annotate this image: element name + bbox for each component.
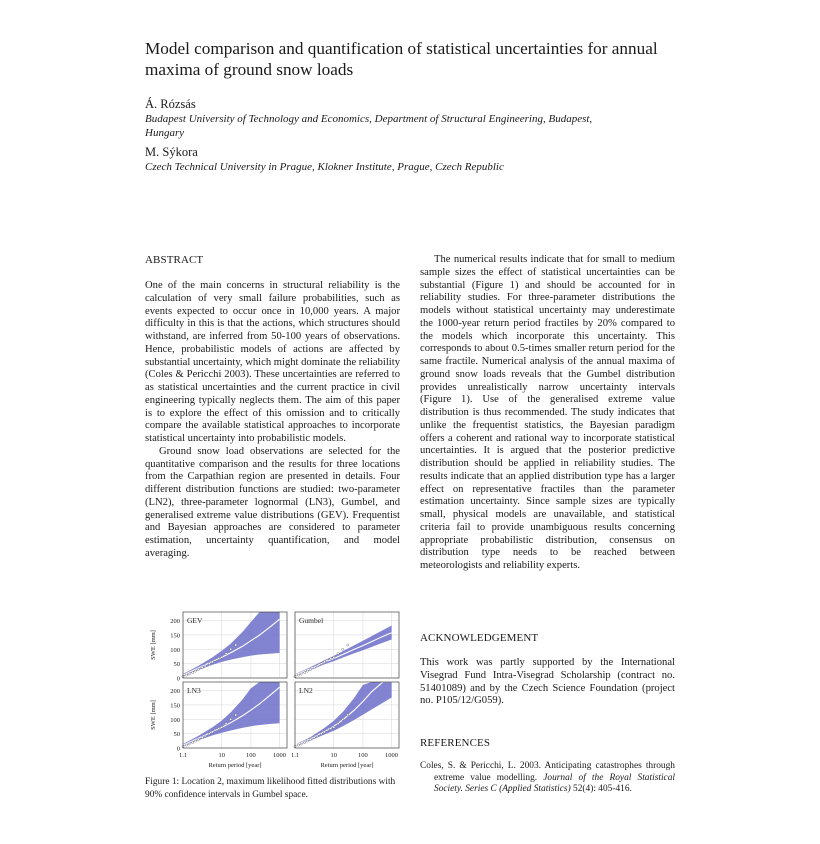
observation-point bbox=[304, 671, 306, 673]
y-tick-label: 50 bbox=[173, 731, 180, 739]
observation-point bbox=[316, 665, 318, 667]
observation-point bbox=[235, 644, 237, 646]
reference-journal: Journal of the Royal Statistical Society. Series C (Applied Statistics) bbox=[434, 772, 676, 794]
observation-point bbox=[188, 673, 190, 675]
author-2-name: M. Sýkora bbox=[145, 145, 198, 159]
figure-caption: Figure 1: Location 2, maximum likelihood fitted distributions with 90% confidence intervals in Gumbel space. bbox=[145, 777, 396, 800]
observation-point bbox=[192, 671, 194, 673]
observation-point bbox=[225, 723, 227, 725]
observation-point bbox=[333, 656, 335, 658]
y-tick-label: 100 bbox=[170, 716, 180, 724]
y-tick-label: 0 bbox=[176, 675, 180, 683]
observation-point bbox=[211, 731, 213, 733]
panel-label-Gumbel: Gumbel bbox=[299, 616, 324, 625]
reference-authors: Coles, S. & Pericchi, L. 2003. Anticipating catastrophes through extreme value modelling. bbox=[420, 761, 675, 783]
abstract-paragraph-3: The numerical results indicate that for small to medium sample sizes the effect of statistical uncertainties can be substantial (Figure 1) and should be accounted for in reliability studies. For three-parameter distributions the models without statistical uncertainty may underestimate the 1000-year return period fractiles by 20% compared to the models which incorporate this uncertainty. This corresponds to about 0.5-times smaller return period for the same fractile. Numerical analysis of the annual maxima of ground snow loads reveals that the Gumbel distribution provides unrealistically narrow uncertainty intervals (Figure 1). Use of the generalised extreme value distribution is thus recommended. The study indicates that unlike the frequentist statistics, the Bayesian paradigm offers a coherent and rational way to incorporate statistical uncertainties. It is argued that the posterior predictive distribution should be applied in reliability studies. The results indicate that an applied distribution type has a larger effect on representative fractiles than the parameter estimation uncertainty. Since sample sizes are typically small, physical models are unavailable, and statistical criteria fail to provide unambiguous results concerning appropriate probabilistic distribution, consensus on distribution type needs to be reached between meteorologists and reliability experts. bbox=[420, 254, 675, 571]
observation-point bbox=[186, 674, 188, 676]
x-tick-label: 10 bbox=[218, 752, 226, 759]
y-tick-label: 150 bbox=[170, 702, 180, 710]
observation-point bbox=[201, 737, 203, 739]
y-tick-label: 0 bbox=[176, 745, 180, 753]
observation-point bbox=[218, 727, 220, 729]
observation-point bbox=[342, 718, 344, 720]
observation-point bbox=[298, 674, 300, 676]
observation-point bbox=[188, 743, 190, 745]
observation-point bbox=[214, 729, 216, 731]
y-tick-label: 150 bbox=[170, 632, 180, 640]
y-axis-label: SWE [mm] bbox=[150, 700, 157, 730]
observation-point bbox=[211, 661, 213, 663]
abstract-left-column bbox=[145, 280, 400, 561]
observation-point bbox=[326, 729, 328, 731]
observation-point bbox=[192, 741, 194, 743]
observation-point bbox=[337, 723, 339, 725]
abstract-heading: ABSTRACT bbox=[145, 254, 204, 266]
observation-point bbox=[347, 644, 349, 646]
x-tick-label: 1.1 bbox=[178, 752, 188, 759]
observation-point bbox=[342, 648, 344, 650]
observation-point bbox=[235, 714, 237, 716]
panel-label-LN3: LN3 bbox=[187, 686, 201, 695]
observation-point bbox=[201, 667, 203, 669]
observation-point bbox=[186, 744, 188, 746]
author-1-affiliation: Budapest University of Technology and Economics, Department of Structural Engineering, Budapest, Hungary bbox=[145, 113, 593, 139]
observation-point bbox=[320, 663, 322, 665]
x-axis-label: Return period [year] bbox=[320, 762, 374, 769]
paper-title: Model comparison and quantification of statistical uncertainties for annual maxima of ground snow loads bbox=[145, 39, 658, 79]
figure-1-chart bbox=[145, 604, 405, 774]
x-tick-label: 1000 bbox=[385, 752, 399, 759]
references-heading: REFERENCES bbox=[420, 737, 491, 749]
observation-point bbox=[225, 653, 227, 655]
observation-point bbox=[347, 714, 349, 716]
observation-point bbox=[230, 648, 232, 650]
abstract-paragraph-2: Ground snow load observations are selected for the quantitative comparison and the results for three locations from the Carpathian region are presented in details. Four different distribution functions are studied: two-parameter (LN2), three-parameter lognormal (LN3), Gumbel, and generalised extreme value distributions (GEV). Frequentist and Bayesian approaches are considered to parameter estimation, uncertainty quantification, and model averaging. bbox=[145, 445, 400, 559]
observation-point bbox=[221, 726, 223, 728]
reference-volume: 52(4): 405-416. bbox=[573, 784, 632, 794]
x-tick-label: 100 bbox=[246, 752, 256, 759]
observation-point bbox=[204, 665, 206, 667]
observation-point bbox=[194, 740, 196, 742]
observation-point bbox=[221, 656, 223, 658]
observation-point bbox=[330, 657, 332, 659]
observation-point bbox=[313, 737, 315, 739]
observation-point bbox=[208, 733, 210, 735]
observation-point bbox=[316, 735, 318, 737]
x-tick-label: 1.1 bbox=[290, 752, 300, 759]
observation-point bbox=[323, 661, 325, 663]
observation-point bbox=[330, 727, 332, 729]
author-1-name: Á. Rózsás bbox=[145, 97, 196, 111]
observation-point bbox=[300, 673, 302, 675]
y-tick-label: 50 bbox=[173, 661, 180, 669]
observation-point bbox=[197, 668, 199, 670]
observation-point bbox=[300, 743, 302, 745]
y-tick-label: 100 bbox=[170, 646, 180, 654]
abstract-paragraph-1: One of the main concerns in structural reliability is the calculation of very small failure probabilities, such as events expected to occur once in 10,000 years. A major difficulty in this is that the actions, which structures should withstand, are inferred from 50-100 years of observations. Hence, probabilistic models of actions are affected by substantial uncertainty, which might dominate the reliability (Coles & Pericchi 2003). These uncertainties are referred to as statistical uncertainties and the current practice in civil engineering typically neglects them. The aim of this paper is to explore the effect of this omission and to critically compare the available statistical approaches to incorporate statistical uncertainty into probabilistic models. bbox=[145, 280, 400, 444]
observation-point bbox=[309, 668, 311, 670]
observation-point bbox=[298, 744, 300, 746]
y-axis-label: SWE [mm] bbox=[150, 630, 157, 660]
observation-point bbox=[214, 659, 216, 661]
panel-label-GEV: GEV bbox=[187, 616, 203, 625]
y-tick-label: 200 bbox=[170, 618, 180, 626]
observation-point bbox=[323, 731, 325, 733]
reference-list bbox=[420, 761, 675, 796]
x-axis-label: Return period [year] bbox=[208, 762, 262, 769]
observation-point bbox=[326, 659, 328, 661]
x-tick-label: 1000 bbox=[273, 752, 287, 759]
observation-point bbox=[337, 653, 339, 655]
observation-point bbox=[333, 726, 335, 728]
observation-point bbox=[208, 663, 210, 665]
panel-label-LN2: LN2 bbox=[299, 686, 313, 695]
abstract-right-column bbox=[420, 254, 675, 573]
acknowledgement-text: This work was partly supported by the International Visegrad Fund Intra-Visegrad Scholarship (contract no. 51401089) and by the Czech Science Foundation (project no. P105/12/G059). bbox=[420, 657, 675, 707]
observation-point bbox=[304, 741, 306, 743]
observation-point bbox=[306, 740, 308, 742]
observation-point bbox=[313, 667, 315, 669]
observation-point bbox=[320, 733, 322, 735]
observation-point bbox=[194, 670, 196, 672]
author-2-affiliation: Czech Technical University in Prague, Klokner Institute, Prague, Czech Republic bbox=[145, 161, 504, 173]
reference-item bbox=[420, 761, 675, 796]
x-tick-label: 10 bbox=[330, 752, 338, 759]
observation-point bbox=[309, 738, 311, 740]
acknowledgement-heading: ACKNOWLEDGEMENT bbox=[420, 632, 539, 644]
observation-point bbox=[204, 735, 206, 737]
x-tick-label: 100 bbox=[358, 752, 368, 759]
observation-point bbox=[197, 738, 199, 740]
y-tick-label: 200 bbox=[170, 688, 180, 696]
observation-point bbox=[306, 670, 308, 672]
observation-point bbox=[218, 657, 220, 659]
observation-point bbox=[230, 718, 232, 720]
